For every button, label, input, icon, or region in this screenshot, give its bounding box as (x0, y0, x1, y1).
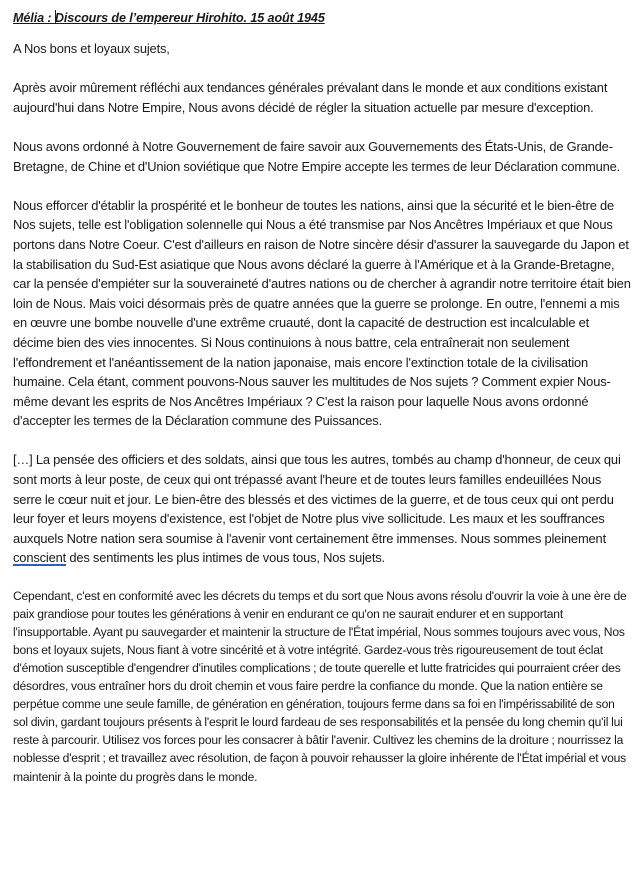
paragraph-5[interactable]: Cependant, c'est en conformité avec les décrets du temps et du sort que Nous avons résolu d'ouvrir la voie à une ère de paix grandiose pour toutes les générations à venir en endurant ce qu'on ne saurait endurer et en supportant l'insupportable. Ayant pu sauvegarder et maintenir la structure de l'État impérial, Nous sommes toujours avec vous, Nos bons et loyaux sujets, Nous fiant à votre sincérité et à votre intégrité. Gardez-vous très rigoureusement de tout éclat d'émotion susceptible d'engendrer d'inutiles complications ; de toute querelle et lutte fratricides qui pourraient créer des désordres, vous entraîner hors du droit chemin et vous faire perdre la confiance du monde. Que la nation entière se perpétue comme une seule famille, de génération en génération, toujours ferme dans sa foi en l'impérissabilité de son sol divin, gardant toujours présents à l'esprit le lourd fardeau de ses responsabilités et la pensée du long chemin qu'il lui reste à parcourir. Utilisez vos forces pour les consacrer à bâtir l'avenir. Cultivez les chemins de la droiture ; nourrissez la noblesse d'esprit ; et travaillez avec résolution, de façon à pouvoir rehausser la gloire inhérente de l'État impérial et vous maintenir à la pointe du progrès dans le monde. (13, 588, 627, 784)
paragraph-4-text-after: des sentiments les plus intimes de vous tous, Nos sujets. (66, 550, 385, 566)
paragraph-3[interactable]: Nous efforcer d'établir la prospérité et le bonheur de toutes les nations, ainsi que la sécurité et le bien-être de Nos sujets, telle est l'obligation solennelle qui Nous a été transmise par Nos Ancêtres Impériaux et que Nous portons dans Notre Coeur. C'est d'ailleurs en raison de Notre sincère désir d'assurer la sauvegarde du Japon et la stabilisation du Sud-Est asiatique que Nous avons déclaré la guerre à l'Amérique et à la Grande-Bretagne, car la pensée d'empiéter sur la souveraineté d'autres nations ou de chercher à agrandir notre territoire était bien loin de Nous. Mais voici désormais près de quatre années que la guerre se prolonge. En outre, l'ennemi a mis en œuvre une bombe nouvelle d'une extrême cruauté, dont la capacité de destruction est incalculable et décime bien des vies innocentes. Si Nous continuions à nous battre, cela entraînerait non seulement l'effondrement et l'anéantissement de la nation japonaise, mais encore l'extinction totale de la civilisation humaine. Cela étant, comment pouvons-Nous sauver les multitudes de Nos sujets ? Comment expier Nous-même devant les esprits de Nos Ancêtres Impériaux ? C'est la raison pour laquelle Nous avons ordonné d'accepter les termes de la Déclaration commune des Puissances. (13, 197, 631, 429)
paragraph-1[interactable]: Après avoir mûrement réfléchi aux tendances générales prévalant dans le monde et aux conditions existant aujourd'hui dans Notre Empire, Nous avons décidé de régler la situation actuelle par mesure d'exception. (13, 80, 608, 115)
paragraph-2[interactable]: Nous avons ordonné à Notre Gouvernement de faire savoir aux Gouvernements des États-Unis, de Grande-Bretagne, de Chine et d'Union soviétique que Notre Empire accepte les termes de leur Déclaration commune. (13, 138, 621, 174)
spellcheck-flagged-word[interactable]: conscient (13, 550, 67, 566)
title-text: Discours de l’empereur Hirohito. 15 août 1945 (54, 11, 325, 25)
paragraph-4-text-before: […] La pensée des officiers et des soldats, ainsi que tous les autres, tombés au champ d'honneur, de ceux qui sont morts à leur poste, de ceux qui ont trépassé avant l'heure et de toutes leurs familles endeuillées Nous serre le cœur nuit et jour. Le bien-être des blessés et des victimes de la guerre, et de tous ceux qui ont perdu leur foyer et leurs moyens d'existence, est l'objet de Notre plus vive sollicitude. Les maux et les souffrances auxquels Notre nation sera soumise à l'avenir vont certainement être immenses. Nous sommes pleinement (13, 452, 621, 546)
title-prefix: Mélia : (13, 11, 55, 25)
paragraph-4[interactable] (13, 450, 632, 568)
document-title[interactable] (13, 9, 632, 27)
salutation[interactable]: A Nos bons et loyaux sujets, (13, 41, 170, 56)
